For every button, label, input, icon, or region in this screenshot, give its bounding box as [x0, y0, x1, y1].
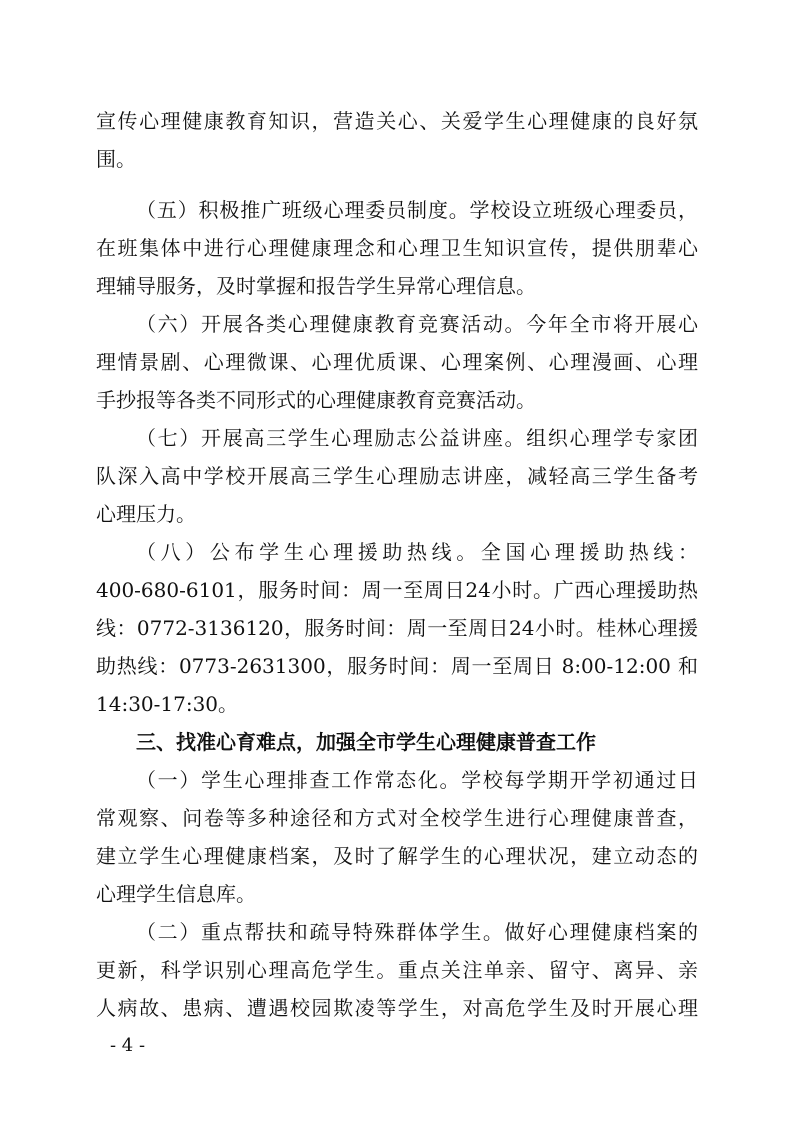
text-line: 14:30-17:30。 — [96, 692, 239, 716]
text-line: 队深入高中学校开展高三学生心理励志讲座，减轻高三学生备考 — [96, 464, 698, 488]
text-line: 人病故、患病、遭遇校园欺凌等学生，对高危学生及时开展心理 — [96, 996, 698, 1020]
text-line: 建立学生心理健康档案，及时了解学生的心理状况，建立动态的 — [96, 844, 698, 868]
text-line: 围。 — [96, 147, 136, 171]
text-line: 理辅导服务，及时掌握和报告学生异常心理信息。 — [96, 274, 536, 298]
text-line: （一）学生心理排查工作常态化。学校每学期开学初通过日 — [136, 768, 698, 792]
text-line: （二）重点帮扶和疏导特殊群体学生。做好心理健康档案的 — [136, 920, 698, 944]
text-line: 心理压力。 — [96, 502, 196, 526]
text-line: （六）开展各类心理健康教育竞赛活动。今年全市将开展心 — [136, 312, 698, 336]
section-heading: 三、找准心育难点，加强全市学生心理健康普查工作 — [136, 730, 596, 754]
text-line: 心理学生信息库。 — [96, 882, 256, 906]
text-line: 常观察、问卷等多种途径和方式对全校学生进行心理健康普查， — [96, 806, 698, 830]
text-line: 在班集体中进行心理健康理念和心理卫生知识宣传，提供朋辈心 — [96, 236, 698, 260]
text-line: 400-680-6101，服务时间：周一至周日24小时。广西心理援助热 — [96, 578, 698, 602]
text-line: 线：0772-3136120，服务时间：周一至周日24小时。桂林心理援 — [96, 616, 698, 640]
text-line: 助热线：0773-2631300，服务时间：周一至周日 8:00-12:00 和 — [96, 654, 698, 678]
text-line: 更新，科学识别心理高危学生。重点关注单亲、留守、离异、亲 — [96, 958, 698, 982]
page-number: - 4 - — [110, 1035, 146, 1056]
text-line: （五）积极推广班级心理委员制度。学校设立班级心理委员， — [136, 198, 698, 222]
text-line: （七）开展高三学生心理励志公益讲座。组织心理学专家团 — [136, 426, 698, 450]
text-line: 手抄报等各类不同形式的心理健康教育竞赛活动。 — [96, 388, 536, 412]
text-line: （八）公布学生心理援助热线。全国心理援助热线： — [136, 540, 698, 564]
text-line: 宣传心理健康教育知识，营造关心、关爱学生心理健康的良好氛 — [96, 109, 698, 133]
text-line: 理情景剧、心理微课、心理优质课、心理案例、心理漫画、心理 — [96, 350, 698, 374]
